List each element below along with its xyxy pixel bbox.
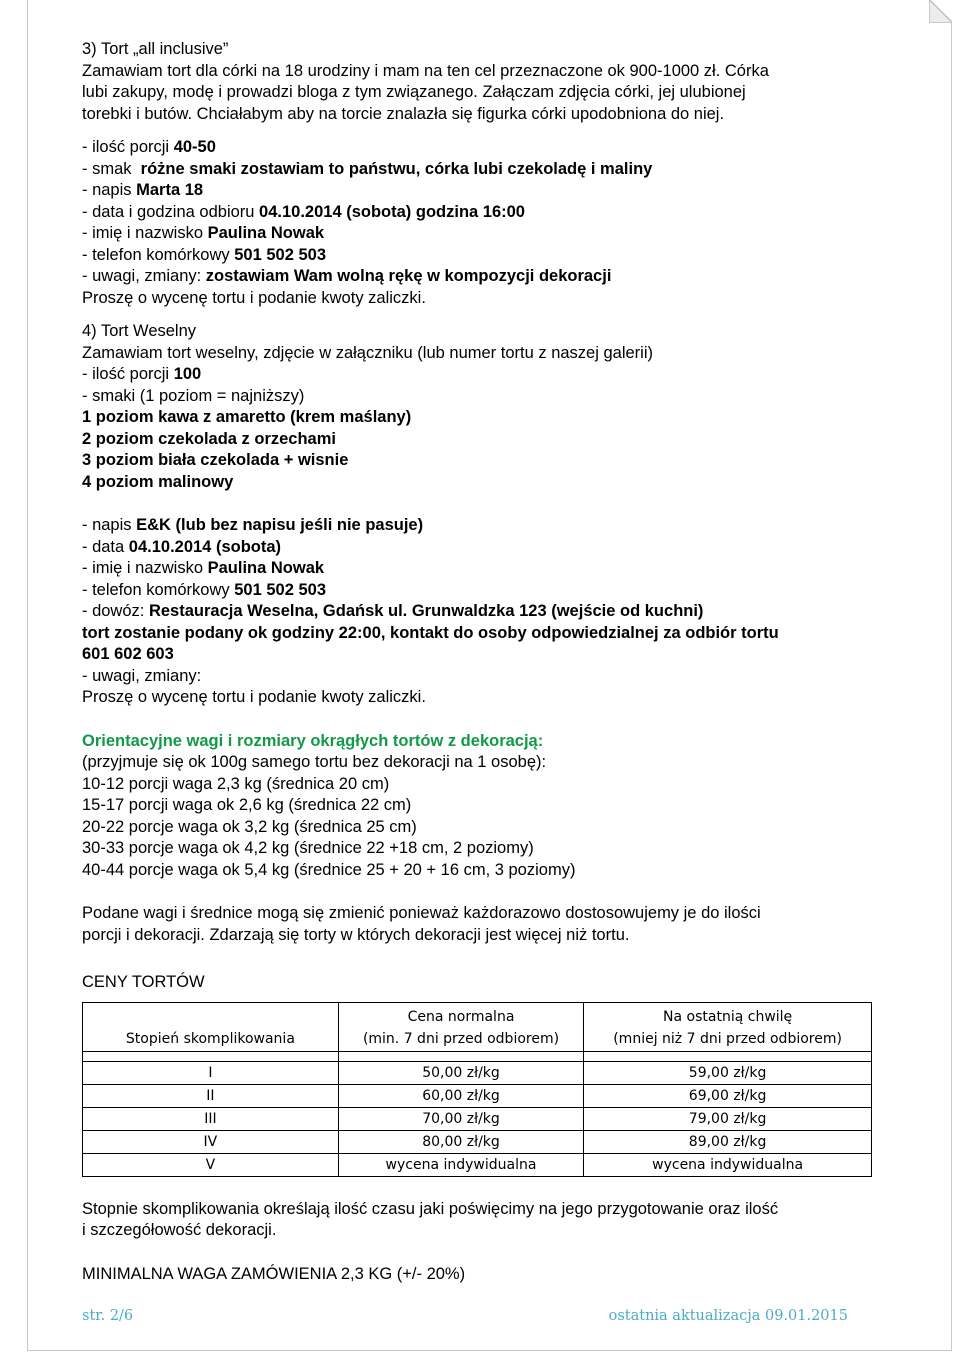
section4-level: 4 poziom malinowy xyxy=(82,472,234,491)
weights-item: 40-44 porcje waga ok 5,4 kg (średnice 25 + 20 + 16 cm, 3 poziomy) xyxy=(82,860,576,879)
section3-intro-line: torebki i butów. Chciałabym aby na torcie znalazła się figurka córki upodobniona do niej. xyxy=(82,104,725,123)
section3-taste xyxy=(82,159,882,181)
spacer xyxy=(82,309,882,321)
section4-level: 2 poziom czekolada z orzechami xyxy=(82,429,336,448)
field-value: 501 502 503 xyxy=(234,245,326,264)
cell-normal: wycena indywidualna xyxy=(338,1153,583,1176)
section4-date xyxy=(82,537,882,559)
weights-item: 20-22 porcje waga ok 3,2 kg (średnica 25 cm) xyxy=(82,817,417,836)
cell-normal: 50,00 zł/kg xyxy=(338,1061,583,1084)
field-label: - data xyxy=(82,537,129,556)
prices-header-row xyxy=(83,1002,872,1051)
field-label: - imię i nazwisko xyxy=(82,559,208,577)
section4-level: 1 poziom kawa z amaretto (krem maślany) xyxy=(82,408,412,426)
section4-delivery-line: tort zostanie podany ok godziny 22:00, kontakt do osoby odpowiedzialnej za odbiór tortu xyxy=(82,623,779,642)
cell-last-minute: 79,00 zł/kg xyxy=(584,1107,872,1130)
spacer xyxy=(82,493,882,515)
table-row xyxy=(83,1153,872,1176)
document-body xyxy=(82,39,882,1285)
header-label: Stopień skomplikowania xyxy=(125,1030,295,1047)
minimum-weight: MINIMALNA WAGA ZAMÓWIENIA 2,3 KG (+/- 20%) xyxy=(82,1264,466,1283)
cell-level: I xyxy=(83,1061,339,1084)
section3-inscription xyxy=(82,180,882,202)
section3-intro-line: Zamawiam tort dla córki na 18 urodziny i mam na ten cel przeznaczone ok 900-1000 zł. Córka xyxy=(82,61,769,80)
header-normal-price xyxy=(338,1002,583,1051)
section4-intro: Zamawiam tort weselny, zdjęcie w załączniku (lub numer tortu z naszej galerii) xyxy=(82,343,653,362)
section3-portions xyxy=(82,137,882,159)
cell-level: IV xyxy=(83,1130,339,1153)
section3-request: Proszę o wycenę tortu i podanie kwoty zaliczki. xyxy=(82,288,426,307)
table-row xyxy=(83,1107,872,1130)
field-value: E&K (lub bez napisu jeśli nie pasuje) xyxy=(136,516,424,534)
header-sublabel: (mniej niż 7 dni przed odbiorem) xyxy=(613,1030,842,1047)
header-label: Na ostatnią chwilę xyxy=(663,1008,793,1025)
header-last-minute-price xyxy=(584,1002,872,1051)
field-label: - ilość porcji xyxy=(82,365,174,383)
spacer xyxy=(82,709,882,731)
table-row xyxy=(83,1084,872,1107)
last-updated: ostatnia aktualizacja 09.01.2015 xyxy=(608,1308,848,1324)
field-value: Marta 18 xyxy=(136,181,204,199)
cell-last-minute: wycena indywidualna xyxy=(584,1153,872,1176)
section4-notes: - uwagi, zmiany: xyxy=(82,666,202,685)
spacer xyxy=(82,1177,882,1199)
header-complexity xyxy=(83,1002,339,1051)
table-row xyxy=(83,1130,872,1153)
spacer xyxy=(82,125,882,137)
section4-tastes-label: - smaki (1 poziom = najniższy) xyxy=(82,386,305,405)
spacer xyxy=(82,881,882,903)
field-label: - napis xyxy=(82,181,137,199)
cell-last-minute: 89,00 zł/kg xyxy=(584,1130,872,1153)
section4-inscription xyxy=(82,515,882,537)
section4-phone xyxy=(82,580,882,602)
field-label: - telefon komórkowy xyxy=(82,245,235,264)
weights-note: (przyjmuje się ok 100g samego tortu bez dekoracji na 1 osobę): xyxy=(82,753,547,771)
weights-item: 30-33 porcje waga ok 4,2 kg (średnice 22 +18 cm, 2 poziomy) xyxy=(82,839,534,857)
section4-request: Proszę o wycenę tortu i podanie kwoty zaliczki. xyxy=(82,688,426,706)
weights-heading: Orientacyjne wagi i rozmiary okrągłych tortów z dekoracją: xyxy=(82,731,544,750)
cell-normal: 80,00 zł/kg xyxy=(338,1130,583,1153)
field-value: różne smaki zostawiam to państwu, córka lubi czekoladę i maliny xyxy=(140,159,653,178)
spacer xyxy=(82,1242,882,1264)
header-sublabel: (min. 7 dni przed odbiorem) xyxy=(362,1030,560,1047)
cell-last-minute: 69,00 zł/kg xyxy=(584,1084,872,1107)
header-label: Cena normalna xyxy=(407,1008,515,1025)
spacer xyxy=(82,946,882,968)
section3-notes xyxy=(82,266,882,288)
prices-table xyxy=(82,1002,872,1177)
cell-level: II xyxy=(83,1084,339,1107)
table-row xyxy=(83,1061,872,1084)
weights-disclaimer: porcji i dekoracji. Zdarzają się torty w których dekoracji jest więcej niż tortu. xyxy=(82,925,630,944)
field-value: Paulina Nowak xyxy=(207,224,325,242)
field-value: 04.10.2014 (sobota) godzina 16:00 xyxy=(259,202,525,221)
weights-item: 15-17 porcji waga ok 2,6 kg (średnica 22 cm) xyxy=(82,796,412,814)
prices-explanation: i szczegółowość dekoracji. xyxy=(82,1221,277,1239)
section3-phone xyxy=(82,245,882,267)
field-label: - dowóz: xyxy=(82,602,149,620)
field-value: zostawiam Wam wolną rękę w kompozycji dekoracji xyxy=(205,267,612,285)
section4-delivery xyxy=(82,601,882,623)
field-label: - imię i nazwisko xyxy=(82,224,208,242)
field-label: - data i godzina odbioru xyxy=(82,202,260,221)
section3-name xyxy=(82,223,882,245)
cell-last-minute: 59,00 zł/kg xyxy=(584,1061,872,1084)
field-value: Paulina Nowak xyxy=(207,559,325,577)
field-value: 04.10.2014 (sobota) xyxy=(128,537,282,556)
field-label: - napis xyxy=(82,516,137,534)
prices-title: CENY TORTÓW xyxy=(82,973,205,991)
field-value: 40-50 xyxy=(173,138,216,156)
page-corner-fold xyxy=(929,0,952,23)
cell-level: III xyxy=(83,1107,339,1130)
section4-title: 4) Tort Weselny xyxy=(82,322,197,340)
table-spacer-row xyxy=(83,1051,872,1061)
field-value: 501 502 503 xyxy=(234,580,326,599)
section3-title: 3) Tort „all inclusive” xyxy=(82,40,229,58)
field-value: 100 xyxy=(173,365,202,383)
field-label: - smak xyxy=(82,159,141,178)
field-value: Restauracja Weselna, Gdańsk ul. Grunwaldzka 123 (wejście od kuchni) xyxy=(148,602,704,620)
field-label: - ilość porcji xyxy=(82,138,174,156)
section3-date xyxy=(82,202,882,224)
page-number: str. 2/6 xyxy=(82,1308,134,1324)
cell-level: V xyxy=(83,1153,339,1176)
section4-level: 3 poziom biała czekolada + wisnie xyxy=(82,451,349,469)
section4-portions xyxy=(82,364,882,386)
field-label: - uwagi, zmiany: xyxy=(82,267,206,285)
field-label: - telefon komórkowy xyxy=(82,580,235,599)
weights-disclaimer: Podane wagi i średnice mogą się zmienić ponieważ każdorazowo dostosowujemy je do ilości xyxy=(82,904,761,922)
cell-normal: 70,00 zł/kg xyxy=(338,1107,583,1130)
prices-explanation: Stopnie skomplikowania określają ilość czasu jaki poświęcimy na jego przygotowanie oraz ilość xyxy=(82,1199,779,1218)
section4-delivery-line: 601 602 603 xyxy=(82,645,174,663)
section4-name xyxy=(82,558,882,580)
weights-item: 10-12 porcji waga 2,3 kg (średnica 20 cm) xyxy=(82,774,390,793)
section3-intro-line: lubi zakupy, modę i prowadzi bloga z tym związanego. Załączam zdjęcia córki, jej ulubionej xyxy=(82,83,746,101)
cell-normal: 60,00 zł/kg xyxy=(338,1084,583,1107)
